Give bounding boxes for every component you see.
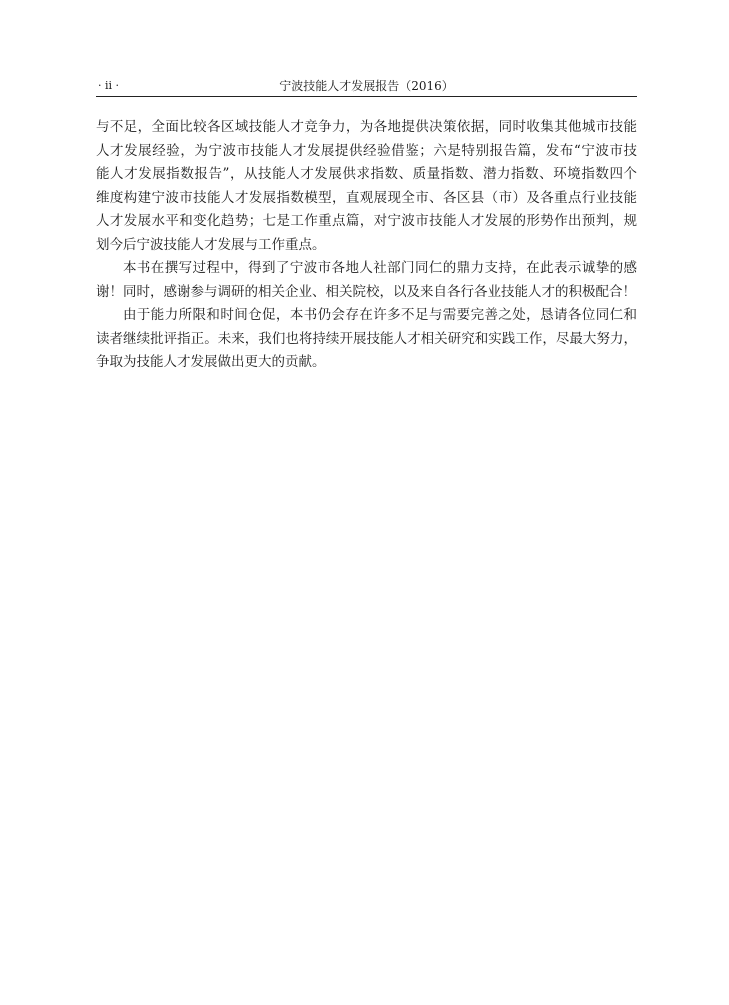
paragraph-line: 人才发展水平和变化趋势；七是工作重点篇，对宁波市技能人才发展的形势作出预判，规 — [96, 213, 637, 229]
paragraph-line: 由于能力所限和时间仓促，本书仍会存在许多不足与需要完善之处，恳请各位同仁和 — [123, 307, 637, 323]
paragraph-line: 维度构建宁波市技能人才发展指数模型，直观展现全市、各区县（市）及各重点行业技能 — [96, 189, 637, 206]
paragraph-line: 人才发展经验，为宁波市技能人才发展提供经验借鉴；六是特别报告篇，发布“宁波市技 — [96, 142, 637, 159]
page-number: · ii · — [98, 79, 120, 92]
paragraph-line: 与不足，全面比较各区域技能人才竞争力，为各地提供决策依据，同时收集其他城市技能 — [96, 119, 637, 135]
paragraph-line: 本书在撰写过程中，得到了宁波市各地人社部门同仁的鼎力支持，在此表示诚挚的感 — [123, 260, 637, 276]
body-text — [96, 116, 637, 375]
running-title: 宁波技能人才发展报告（2016） — [279, 79, 454, 93]
paragraph-line: 能人才发展指数报告”，从技能人才发展供求指数、质量指数、潜力指数、环境指数四个 — [96, 166, 637, 182]
paragraph-line: 读者继续批评指正。未来，我们也将持续开展技能人才相关研究和实践工作，尽最大努力， — [96, 330, 637, 347]
paragraph-line: 争取为技能人才发展做出更大的贡献。 — [96, 354, 326, 370]
page-header — [96, 78, 637, 97]
paragraph-line: 划今后宁波技能人才发展与工作重点。 — [96, 236, 326, 253]
paragraph-line: 谢！同时，感谢参与调研的相关企业、相关院校，以及来自各行各业技能人才的积极配合！ — [96, 283, 636, 300]
